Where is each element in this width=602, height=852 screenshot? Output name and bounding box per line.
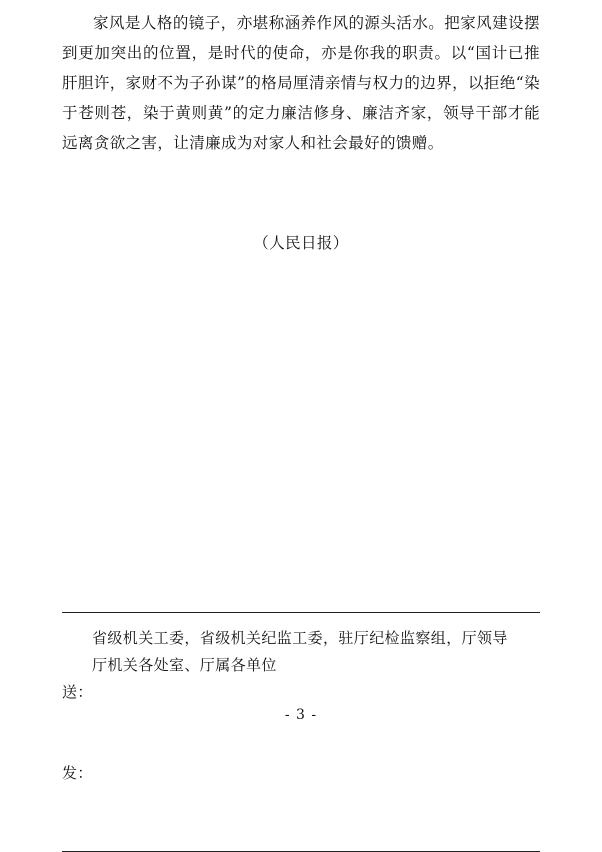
body-paragraph: 家风是人格的镜子，亦堪称涵养作风的源头活水。把家风建设摆到更加突出的位置，是时代的使命，亦是你我的职责。以“国计已推肝胆许，家财不为子孙谋”的格局厘清亲情与权力的边界，以拒绝“染于苍则苍，染于黄则黄”的定力廉洁修身、廉洁齐家，领导干部才能远离贪欲之害，让清廉成为对家人和社会最好的馈赠。 (62, 14, 540, 152)
source-attribution: （人民日报） (253, 234, 349, 252)
distribution-values (92, 625, 540, 679)
distribution-rows (62, 613, 540, 841)
page-number: - 3 - (284, 707, 318, 723)
distribution-line-2: 厅机关各处室、厅属各单位 (92, 656, 277, 674)
body-text-block (62, 8, 540, 158)
distribution-line-1: 省级机关工委，省级机关纪监工委，驻厅纪检监察组，厅领导 (92, 629, 508, 647)
distribution-labels (62, 625, 92, 841)
distribution-footer (62, 612, 540, 852)
distribution-label-issue: 发： (62, 764, 93, 782)
distribution-label-send: 送： (62, 683, 93, 701)
